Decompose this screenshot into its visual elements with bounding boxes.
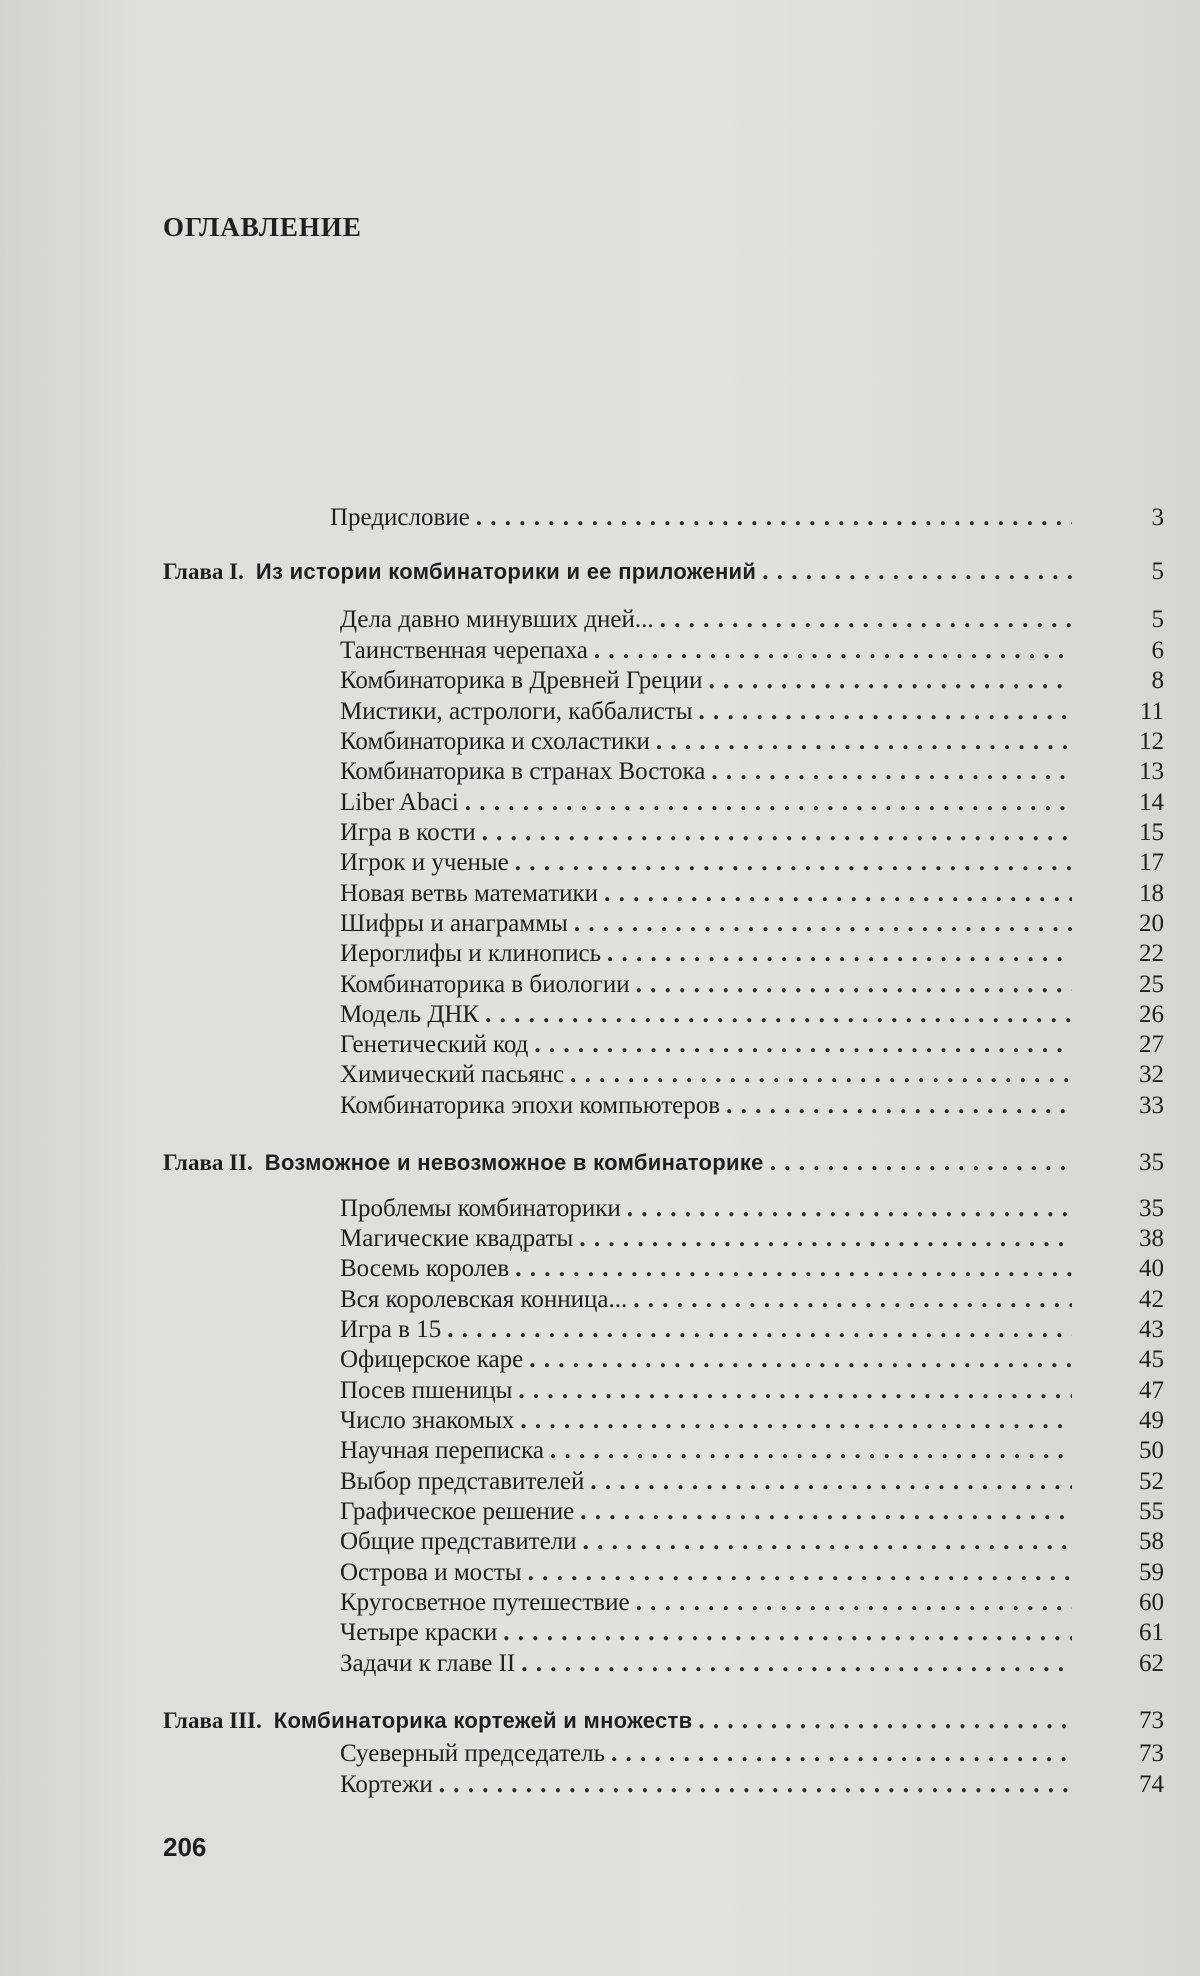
toc-entry (340, 757, 1072, 787)
dot-leader (550, 1436, 1072, 1466)
section-title: Четыре краски (340, 1619, 498, 1646)
dot-leader (633, 1285, 1072, 1315)
toc-entry (340, 1315, 1072, 1345)
page-folio: 206 (163, 1832, 207, 1862)
dot-leader (583, 1527, 1072, 1557)
toc-chapter-entry (163, 1706, 1072, 1736)
section-title: Научная переписка (340, 1437, 544, 1464)
page-number: 73 (1139, 1707, 1164, 1734)
dot-leader (726, 1091, 1072, 1121)
dot-leader (594, 636, 1072, 666)
section-title: Новая ветвь математики (340, 880, 599, 907)
dot-leader (521, 1649, 1072, 1679)
toc-entry (340, 727, 1072, 757)
dot-leader (656, 727, 1072, 757)
section-title: Иероглифы и клинопись (340, 940, 601, 967)
toc-entry (340, 1406, 1072, 1436)
page-number: 58 (1139, 1528, 1164, 1555)
section-title: Кортежи (340, 1771, 433, 1798)
section-title: Предисловие (330, 504, 470, 531)
dot-leader (699, 697, 1072, 727)
page-number: 32 (1139, 1061, 1164, 1088)
dot-leader (529, 1345, 1072, 1375)
toc-entry (340, 1000, 1072, 1030)
page-number: 25 (1139, 971, 1164, 998)
dot-leader (574, 909, 1072, 939)
page-number: 5 (1151, 606, 1164, 633)
section-title: Liber Abaci (340, 789, 459, 816)
page-number: 47 (1139, 1377, 1164, 1404)
toc-entry (340, 1091, 1072, 1121)
toc-entry (340, 879, 1072, 909)
dot-leader (627, 1194, 1072, 1224)
dot-leader (698, 1706, 1072, 1736)
page-number: 22 (1139, 940, 1164, 967)
page-number: 59 (1139, 1559, 1164, 1586)
toc-entry (340, 1060, 1072, 1090)
dot-leader (636, 970, 1072, 1000)
page-number: 40 (1139, 1255, 1164, 1282)
dot-leader (636, 1588, 1072, 1618)
toc-entry (340, 1770, 1072, 1800)
section-title: Таинственная черепаха (340, 637, 588, 664)
toc-entry (340, 1345, 1072, 1375)
dot-leader (503, 1618, 1072, 1648)
toc-chapter-entry (163, 1148, 1072, 1178)
section-title: Посев пшеницы (340, 1377, 513, 1404)
dot-leader (518, 1376, 1072, 1406)
page-number: 50 (1139, 1437, 1164, 1464)
section-title: Комбинаторика эпохи компьютеров (340, 1092, 721, 1119)
page-number: 38 (1139, 1225, 1164, 1252)
section-title: Шифры и анаграммы (340, 910, 568, 937)
section-title: Задачи к главе II (340, 1650, 516, 1677)
page-number: 55 (1139, 1498, 1164, 1525)
section-title: Модель ДНК (340, 1001, 480, 1028)
section-title: Суеверный председатель (340, 1740, 605, 1767)
section-title: Химический пасьянс (340, 1061, 565, 1088)
dot-leader (580, 1497, 1072, 1527)
section-title: Проблемы комбинаторики (340, 1195, 621, 1222)
section-title: Острова и мосты (340, 1559, 522, 1586)
dot-leader (770, 1148, 1072, 1178)
toc-entry (340, 909, 1072, 939)
toc-entry (340, 1467, 1072, 1497)
page-number: 12 (1139, 728, 1164, 755)
page-number: 45 (1139, 1346, 1164, 1373)
section-title: Магические квадраты (340, 1225, 574, 1252)
page-number: 5 (1151, 558, 1164, 585)
section-title: Игра в 15 (340, 1316, 442, 1343)
page-number: 35 (1139, 1195, 1164, 1222)
toc-entry (340, 1558, 1072, 1588)
toc-entry (340, 1224, 1072, 1254)
toc-entry (340, 1618, 1072, 1648)
toc-entry (340, 1194, 1072, 1224)
toc-entry (340, 1497, 1072, 1527)
page-number: 73 (1139, 1740, 1164, 1767)
page-number: 3 (1151, 504, 1164, 531)
toc-entry (340, 970, 1072, 1000)
section-title: Выбор представителей (340, 1468, 585, 1495)
dot-leader (476, 503, 1072, 533)
page-number: 49 (1139, 1407, 1164, 1434)
toc-entry (340, 697, 1072, 727)
page-number: 17 (1139, 849, 1164, 876)
dot-leader (520, 1406, 1072, 1436)
section-title: Графическое решение (340, 1498, 575, 1525)
toc-entry (340, 605, 1072, 635)
toc-entry (340, 1527, 1072, 1557)
section-title: Игра в кости (340, 819, 476, 846)
chapter-title: Возможное и невозможное в комбинаторике (264, 1150, 764, 1175)
toc-entry (340, 666, 1072, 696)
toc-entry (340, 1739, 1072, 1769)
dot-leader (447, 1315, 1072, 1345)
dot-leader (660, 605, 1072, 635)
toc-entry (340, 636, 1072, 666)
dot-leader (611, 1739, 1072, 1769)
section-title: Восемь королев (340, 1255, 510, 1282)
dot-leader (762, 557, 1072, 587)
section-title: Комбинаторика и схоластики (340, 728, 650, 755)
toc-entry (340, 1376, 1072, 1406)
dot-leader (570, 1060, 1072, 1090)
dot-leader (604, 879, 1072, 909)
section-title: Кругосветное путешествие (340, 1589, 630, 1616)
section-title: Комбинаторика в Древней Греции (340, 667, 703, 694)
dot-leader (465, 788, 1072, 818)
section-title: Число знакомых (340, 1407, 515, 1434)
dot-leader (485, 1000, 1072, 1030)
section-title: Офицерское каре (340, 1346, 524, 1373)
page-number: 42 (1139, 1286, 1164, 1313)
page-number: 74 (1139, 1771, 1164, 1798)
page-number: 11 (1139, 698, 1164, 725)
page-number: 33 (1139, 1092, 1164, 1119)
toc-entry (340, 848, 1072, 878)
section-title: Мистики, астрологи, каббалисты (340, 698, 693, 725)
page-number: 26 (1139, 1001, 1164, 1028)
toc-entry (340, 1436, 1072, 1466)
chapter-number: Глава I. (163, 559, 244, 584)
section-title: Общие представители (340, 1528, 577, 1555)
page-number: 14 (1139, 789, 1164, 816)
dot-leader (528, 1558, 1072, 1588)
dot-leader (534, 1030, 1072, 1060)
section-title: Дела давно минувших дней... (340, 606, 654, 633)
toc-chapter-entry (163, 557, 1072, 587)
page-number: 8 (1151, 667, 1164, 694)
toc-entry (340, 1254, 1072, 1284)
dot-leader (439, 1770, 1072, 1800)
toc-entry (340, 1649, 1072, 1679)
page-number: 62 (1139, 1650, 1164, 1677)
section-title: Комбинаторика в биологии (340, 971, 630, 998)
page-number: 35 (1139, 1149, 1164, 1176)
page-number: 6 (1151, 637, 1164, 664)
toc-entry (340, 788, 1072, 818)
page-number: 18 (1139, 880, 1164, 907)
toc-entry (340, 1285, 1072, 1315)
toc-entry (340, 939, 1072, 969)
dot-leader (515, 848, 1072, 878)
dot-leader (709, 666, 1072, 696)
toc-entry (340, 818, 1072, 848)
chapter-number: Глава II. (163, 1150, 253, 1175)
toc-entry (330, 503, 1072, 533)
chapter-title: Комбинаторика кортежей и множеств (273, 1708, 693, 1733)
dot-leader (590, 1467, 1072, 1497)
page-number: 13 (1139, 758, 1164, 785)
toc-entry (340, 1588, 1072, 1618)
page-number: 52 (1139, 1468, 1164, 1495)
page-number: 20 (1139, 910, 1164, 937)
page-number: 15 (1139, 819, 1164, 846)
page-number: 27 (1139, 1031, 1164, 1058)
chapter-number: Глава III. (163, 1708, 262, 1733)
section-title: Комбинаторика в странах Востока (340, 758, 706, 785)
section-title: Игрок и ученые (340, 849, 509, 876)
section-title: Генетический код (340, 1031, 529, 1058)
dot-leader (515, 1254, 1072, 1284)
chapter-title: Из истории комбинаторики и ее приложений (255, 559, 757, 584)
toc-entry (340, 1030, 1072, 1060)
page-number: 60 (1139, 1589, 1164, 1616)
page-number: 61 (1139, 1619, 1164, 1646)
dot-leader (579, 1224, 1072, 1254)
page-number: 43 (1139, 1316, 1164, 1343)
dot-leader (482, 818, 1072, 848)
page-title: ОГЛАВЛЕНИЕ (163, 212, 362, 242)
dot-leader (607, 939, 1072, 969)
dot-leader (711, 757, 1072, 787)
section-title: Вся королевская конница... (340, 1286, 628, 1313)
